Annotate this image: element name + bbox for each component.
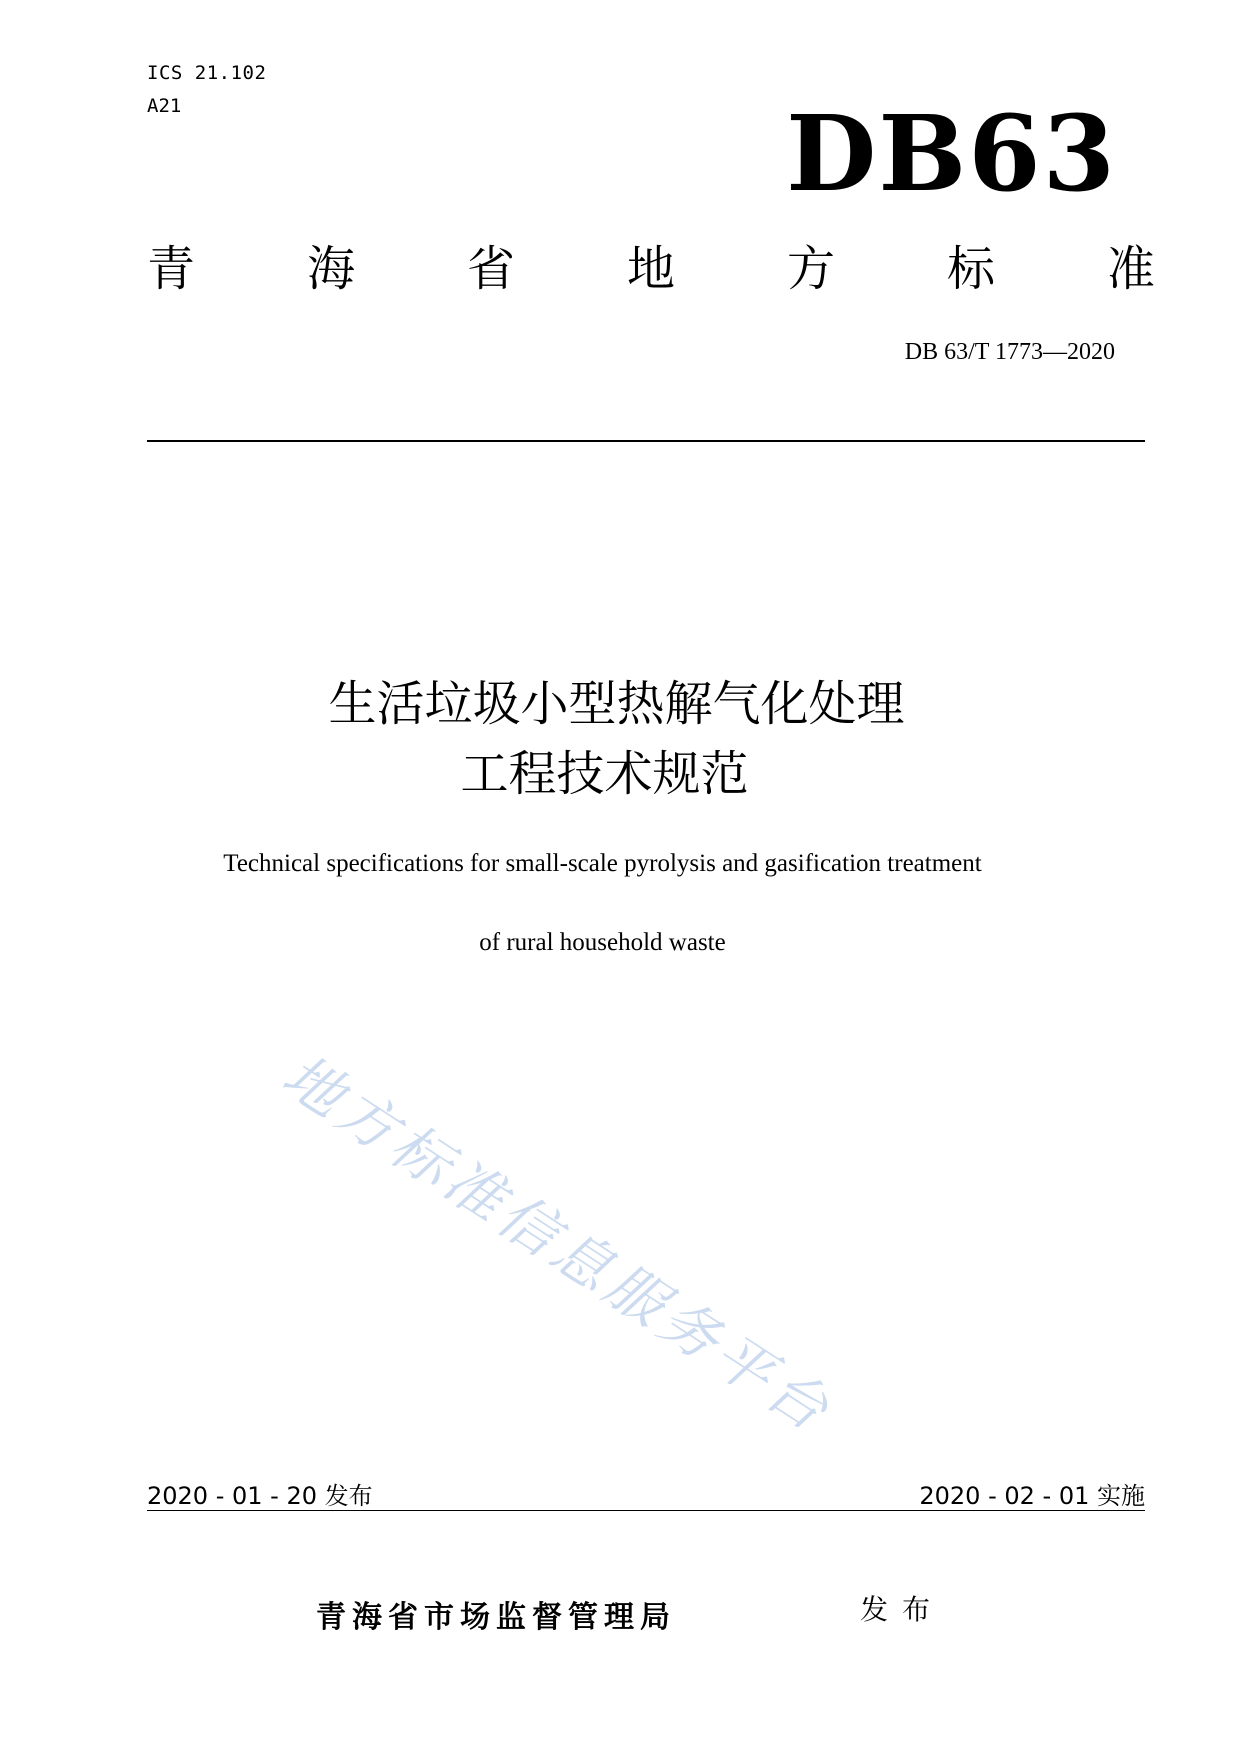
- title-zh-line2: 工程技术规范: [460, 746, 749, 802]
- ics-code: ICS 21.102: [147, 62, 267, 84]
- header-divider: [147, 440, 1145, 442]
- standard-type-char: 海: [307, 241, 356, 297]
- footer-divider: [147, 1510, 1145, 1511]
- standard-number: DB 63/T 1773—2020: [904, 339, 1115, 365]
- title-en-line2: of rural household waste: [479, 929, 726, 956]
- publish-date: 2020 - 01 - 20 发布: [147, 1482, 373, 1510]
- watermark: 地方标准信息服务平台: [270, 1040, 845, 1447]
- standard-type-char: 青: [147, 241, 196, 297]
- standard-type-char: 方: [787, 241, 836, 297]
- standard-type-char: 省: [467, 241, 516, 297]
- issue-label: 发布: [860, 1593, 945, 1626]
- title-zh-line1: 生活垃圾小型热解气化处理: [328, 676, 905, 732]
- standard-type-char: 准: [1107, 241, 1156, 297]
- standard-code-logo: DB63: [786, 92, 1117, 215]
- title-en-line1: Technical specifications for small-scale pyrolysis and gasification treatment: [223, 850, 982, 877]
- classification-code: A21: [147, 95, 182, 117]
- issuing-authority: 青海省市场监督管理局: [316, 1600, 676, 1635]
- implement-date: 2020 - 02 - 01 实施: [919, 1482, 1145, 1510]
- standard-type-heading: [147, 241, 1156, 297]
- standard-type-char: 地: [627, 241, 676, 297]
- standard-type-char: 标: [947, 241, 996, 297]
